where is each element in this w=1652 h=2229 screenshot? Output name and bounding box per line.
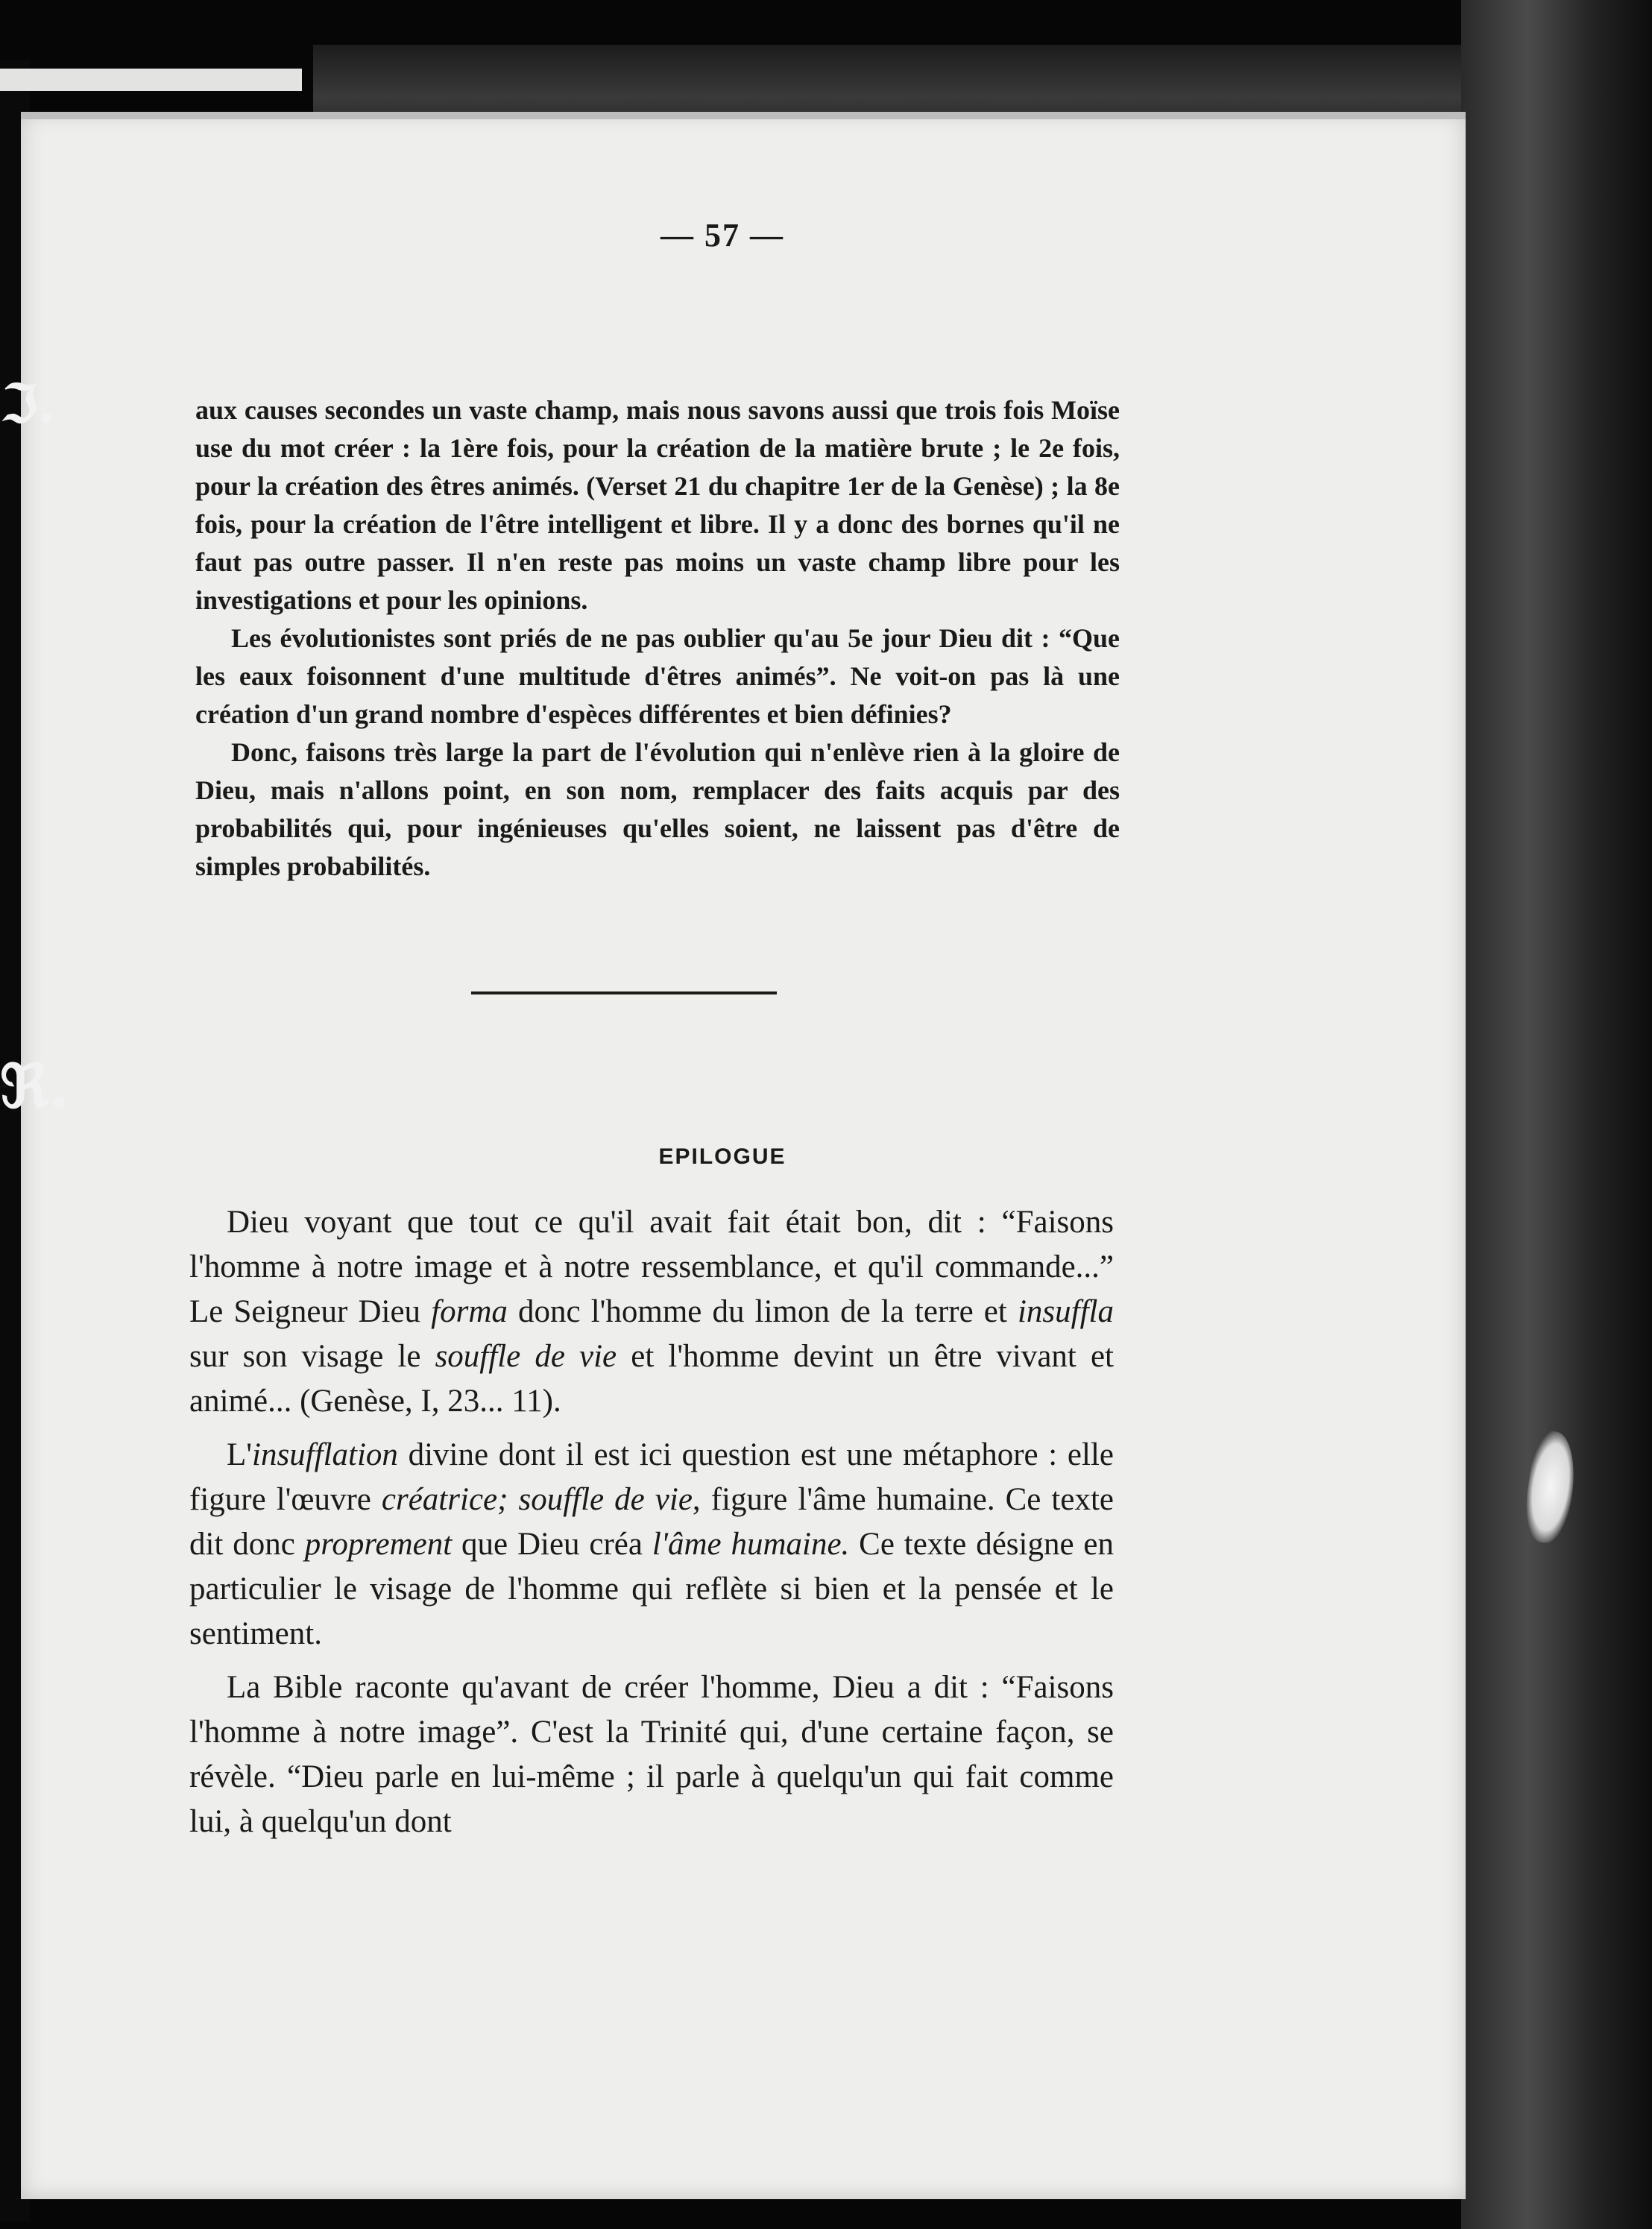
paragraph: aux causes secondes un vaste champ, mais nous savons aussi que trois fois Moïse use du mot créer : la 1ère fois, pour la création de la matière brute ; le 2e fois, pour la création des êtres animés. (Verset 21 du chapitre 1er de la Genèse) ; la 8e fois, pour la création de l'être intelligent et libre. Il y a donc des bornes qu'il ne faut pas outre passer. Il n'en reste pas moins un vaste champ libre pour les investigations et pour les opinions. [195,395,1120,615]
text-run: sur son visage le [189,1339,435,1374]
paragraph [189,1433,1114,1656]
paragraph [189,1200,1114,1424]
paragraph: Donc, faisons très large la part de l'évolution qui n'enlève rien à la gloire de Dieu, mais n'allons point, en son nom, remplacer des faits acquis par des probabilités qui, pour ingénieuses qu'elles soient, ne laissent pas d'être de simples probabilités. [195,737,1120,881]
upper-text-block [195,391,1120,886]
margin-mark-2: ℜ. [0,1051,69,1121]
margin-mark-1: ℑ. [1,373,57,435]
page-number: — 57 — [661,217,784,253]
italic-run: l'âme humaine. [652,1527,850,1562]
paragraph: Les évolutionistes sont priés de ne pas oublier qu'au 5e jour Dieu dit : “Que les eaux foisonnent d'une multitude d'êtres animés”. Ne voit-on pas là une création d'un grand nombre d'espèces différentes et bien définies? [195,623,1120,729]
text-run: et l'homme devint un être vivant et animé... (Genèse, I, 23... 11). [189,1339,1114,1419]
italic-run: insuffla [1017,1294,1114,1329]
italic-run: forma [431,1294,508,1329]
italic-run: créatrice; souffle de vie [381,1482,693,1517]
italic-run: proprement [304,1527,453,1562]
paragraph: La Bible raconte qu'avant de créer l'homme, Dieu a dit : “Faisons l'homme à notre image”. C'est la Trinité qui, d'une certaine façon, se révèle. “Dieu parle en lui-même ; il parle à quelqu'un qui fait comme lui, à quelqu'un dont [189,1670,1114,1839]
italic-run: souffle de vie [435,1339,617,1374]
section-divider [471,991,777,994]
italic-run: insufflation [252,1437,398,1472]
epilogue-text-block [189,1200,1114,1853]
text-run: Dieu voyant que tout ce qu'il avait fait était bon, dit : “Faisons l'homme à notre image et à notre ressemblance, et qu'il commande...” Le Seigneur Dieu [189,1205,1114,1329]
text-run: divine dont il est ici question est une métaphore : elle figure l'œuvre [189,1437,1114,1517]
page-tab-edge [0,69,302,91]
text-run: , figure l'âme humaine. Ce texte dit donc [189,1482,1114,1562]
text-run: L' [227,1437,253,1472]
epilogue-heading: EPILOGUE [658,1144,786,1169]
page-top-edge [21,112,1466,119]
text-run: Ce texte désigne en particulier le visage de l'homme qui reflète si bien et la pensée et le sentiment. [189,1527,1115,1651]
text-run: que Dieu créa [452,1527,652,1562]
text-run: donc l'homme du limon de la terre et [507,1294,1018,1329]
background-right-shadow [1461,0,1652,2229]
